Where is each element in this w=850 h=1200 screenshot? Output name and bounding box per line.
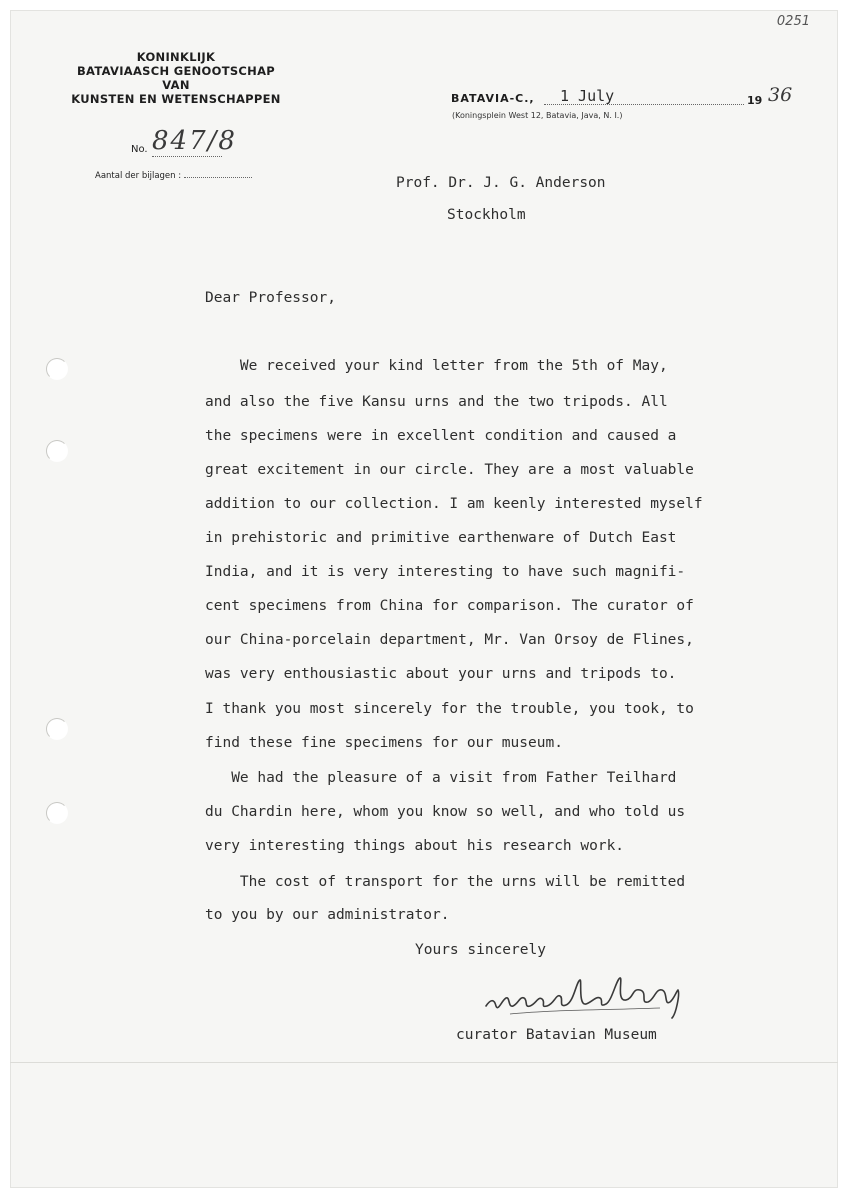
body-line: find these fine specimens for our museum. xyxy=(205,735,563,751)
punch-hole xyxy=(46,802,68,824)
body-line: du Chardin here, whom you know so well, and who told us xyxy=(205,804,686,820)
body-line: We received your kind letter from the 5th of May, xyxy=(205,358,668,374)
handwritten-signature xyxy=(480,972,690,1022)
letterhead-line: VAN xyxy=(162,78,190,92)
punch-hole xyxy=(46,358,68,380)
letterhead-line: KONINKLIJK xyxy=(136,50,216,64)
letterhead-line: BATAVIAASCH GENOOTSCHAP xyxy=(76,64,276,78)
number-label: No. xyxy=(131,144,148,155)
letterhead-line: KUNSTEN EN WETENSCHAPPEN xyxy=(71,92,281,106)
letterhead-address: (Koningsplein West 12, Batavia, Java, N. I.) xyxy=(452,111,623,120)
year-suffix: 36 xyxy=(768,84,793,106)
body-line: was very enthousiastic about your urns and tripods to. xyxy=(205,666,677,682)
number-dotted-line xyxy=(152,156,222,157)
paper-fold-line xyxy=(10,1062,838,1063)
date-value: 1 July xyxy=(560,87,615,105)
number-value: 847/8 xyxy=(152,126,237,156)
body-line: to you by our administrator. xyxy=(205,907,450,923)
salutation: Dear Professor, xyxy=(205,290,336,306)
body-line: great excitement in our circle. They are a most valuable xyxy=(205,462,694,478)
body-line: and also the five Kansu urns and the two tripods. All xyxy=(205,394,668,410)
signature-title: curator Batavian Museum xyxy=(456,1027,657,1043)
letterhead-institution xyxy=(62,50,290,106)
year-prefix: 19 xyxy=(747,94,763,107)
body-line: addition to our collection. I am keenly interested myself xyxy=(205,496,703,512)
body-line: cent specimens from China for comparison. The curator of xyxy=(205,598,694,614)
closing: Yours sincerely xyxy=(415,942,546,958)
punch-hole xyxy=(46,718,68,740)
place-label: BATAVIA-C., xyxy=(451,92,535,105)
archive-number: 0251 xyxy=(776,14,810,29)
body-line: We had the pleasure of a visit from Father Teilhard xyxy=(205,770,677,786)
body-line: in prehistoric and primitive earthenware of Dutch East xyxy=(205,530,677,546)
recipient-name: Prof. Dr. J. G. Anderson xyxy=(396,175,606,191)
attachments-field xyxy=(95,171,252,181)
date-dotted-line xyxy=(544,104,744,105)
body-line: I thank you most sincerely for the trouble, you took, to xyxy=(205,701,694,717)
body-line: the specimens were in excellent condition and caused a xyxy=(205,428,677,444)
attachments-dotted-line xyxy=(184,177,252,178)
body-line: very interesting things about his research work. xyxy=(205,838,625,854)
punch-hole xyxy=(46,440,68,462)
body-line: The cost of transport for the urns will be remitted xyxy=(205,874,686,890)
body-line: India, and it is very interesting to have such magnifi- xyxy=(205,564,686,580)
attachments-label: Aantal der bijlagen : xyxy=(95,171,182,181)
body-line: our China-porcelain department, Mr. Van Orsoy de Flines, xyxy=(205,632,694,648)
recipient-city: Stockholm xyxy=(447,207,526,223)
